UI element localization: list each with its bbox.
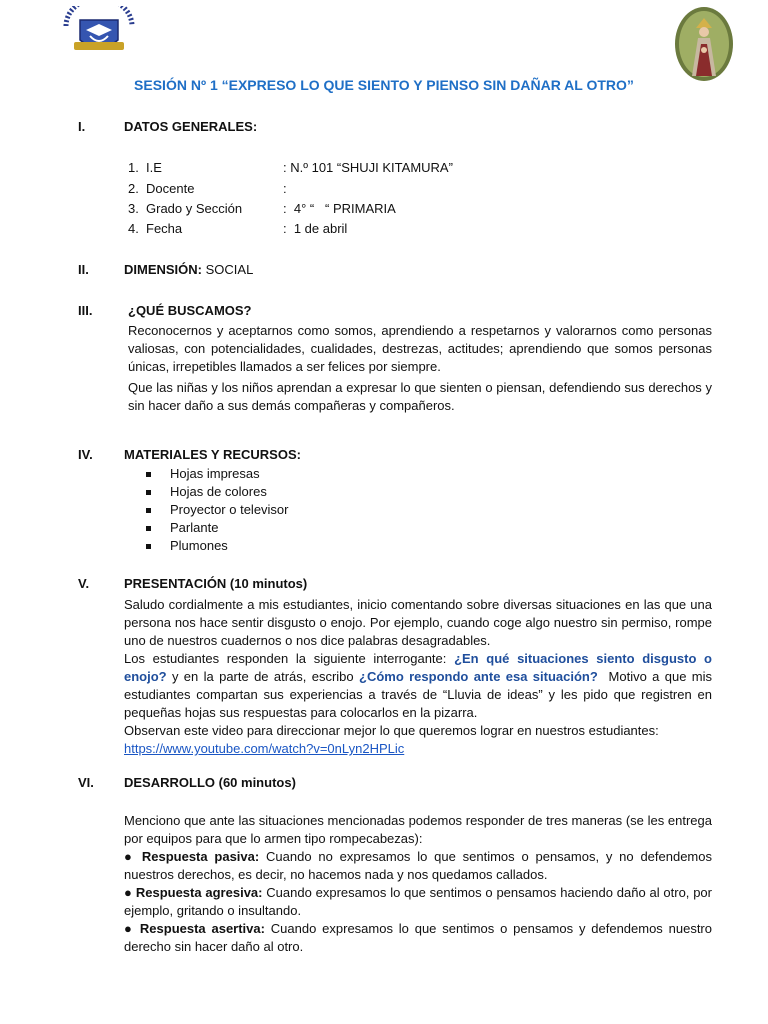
section-3-title: ¿QUÉ BUSCAMOS? <box>128 303 252 318</box>
section-1-title: DATOS GENERALES: <box>124 119 258 134</box>
square-bullet-icon <box>146 526 151 531</box>
video-link[interactable]: https://www.youtube.com/watch?v=0nLyn2HPLic <box>124 741 405 756</box>
square-bullet-icon <box>146 472 151 477</box>
list-item: ● Respuesta pasiva: Cuando no expresamos lo que sentimos o pensamos, y no defendemos nuestros derechos, es decir, no hacemos nada y nos quedamos callados. <box>124 849 712 882</box>
datos-label: Fecha <box>146 221 183 236</box>
section-6-title: DESARROLLO (60 minutos) <box>124 775 296 790</box>
list-item: Hojas de colores <box>146 483 289 501</box>
virgin-image <box>674 6 734 82</box>
square-bullet-icon <box>146 490 151 495</box>
section-5-number: V. <box>78 576 90 591</box>
question-1: ¿En qué situaciones siento disgusto o enojo? <box>124 651 712 684</box>
presentacion-text <box>124 596 716 758</box>
datos-value: : <box>283 181 287 196</box>
section-4-number: IV. <box>78 447 93 462</box>
section-3-number: III. <box>78 303 93 318</box>
section-2-number: II. <box>78 262 89 277</box>
list-item: ● Respuesta asertiva: Cuando expresamos lo que sentimos o pensamos y defendemos nuestro derecho sin hacer daño al otro. <box>124 921 712 954</box>
section-1-number: I. <box>78 119 86 134</box>
dimension-value: SOCIAL <box>205 262 254 277</box>
datos-label: Docente <box>146 181 195 196</box>
presentacion-paragraph-2: Los estudiantes responden la siguiente interrogante: ¿En qué situaciones siento disgusto o enojo? y en la parte de atrás, escribo ¿Cómo respondo ante esa situación? Motivo a que mis estudiantes compartan sus experiencias a través de “Lluvia de ideas” y les pido que registren en pequeñas hojas sus respuestas para colocarlos en la pizarra. <box>124 651 716 720</box>
list-item: ● Respuesta agresiva: Cuando expresamos lo que sentimos o pensamos haciendo daño al otro, por ejemplo, gritando o insultando. <box>124 885 712 918</box>
datos-number: 1. <box>128 160 139 175</box>
datos-label: Grado y Sección <box>146 201 243 216</box>
bullet-icon: ● <box>124 849 136 864</box>
datos-number: 4. <box>128 221 139 236</box>
section-4-title: MATERIALES Y RECURSOS: <box>124 447 301 462</box>
section-2-title <box>124 262 253 277</box>
presentacion-paragraph-3: Observan este video para direccionar mejor lo que queremos lograr en nuestros estudiantes: <box>124 723 659 738</box>
datos-value: : 1 de abril <box>283 221 348 236</box>
datos-number: 3. <box>128 201 139 216</box>
bullet-icon: ● <box>124 921 135 936</box>
list-item: Parlante <box>146 519 289 537</box>
list-item: Proyector o televisor <box>146 501 289 519</box>
bullet-icon: ● <box>124 885 133 900</box>
section-6-number: VI. <box>78 775 94 790</box>
datos-value: : N.º 101 “SHUJI KITAMURA” <box>283 160 453 175</box>
datos-value: : 4° “ “ PRIMARIA <box>283 201 396 216</box>
datos-label: I.E <box>146 160 162 175</box>
dimension-label: DIMENSIÓN: <box>124 262 202 277</box>
list-item: Plumones <box>146 537 289 555</box>
session-title: SESIÓN Nº 1 “EXPRESO LO QUE SIENTO Y PIENSO SIN DAÑAR AL OTRO” <box>134 77 634 93</box>
buscamos-paragraph-1: Reconocernos y aceptarnos como somos, aprendiendo a respetarnos y valorarnos como personas valiosas, con potencialidades, cualidades, destrezas, actitudes; aprendiendo que somos personas únicas, irrepetibles llamados a ser felices por siempre. <box>128 323 712 374</box>
desarrollo-text <box>124 812 712 956</box>
square-bullet-icon <box>146 508 151 513</box>
list-item: Hojas impresas <box>146 465 289 483</box>
section-5-title: PRESENTACIÓN (10 minutos) <box>124 576 308 591</box>
materials-list <box>146 465 289 555</box>
desarrollo-intro: Menciono que ante las situaciones mencionadas podemos responder de tres maneras (se les entrega por equipos para que lo armen tipo rompecabezas): <box>124 813 712 846</box>
presentacion-paragraph-1: Saludo cordialmente a mis estudiantes, inicio comentando sobre diversas situaciones en las que una persona nos hace sentir disgusto o enojo. Por ejemplo, cuando coge algo nuestro sin permiso, rompe uno de nuestros cuadernos o nos dice palabras desagradables. <box>124 597 712 648</box>
datos-number: 2. <box>128 181 139 196</box>
buscamos-paragraph-2: Que las niñas y los niños aprendan a expresar lo que sienten o piensan, defendiendo sus derechos y sin hacer daño a sus demás compañeras y compañeros. <box>128 380 712 413</box>
square-bullet-icon <box>146 544 151 549</box>
question-2: ¿Cómo respondo ante esa situación? <box>359 669 598 684</box>
buscamos-text <box>128 322 712 415</box>
school-logo <box>60 6 138 60</box>
